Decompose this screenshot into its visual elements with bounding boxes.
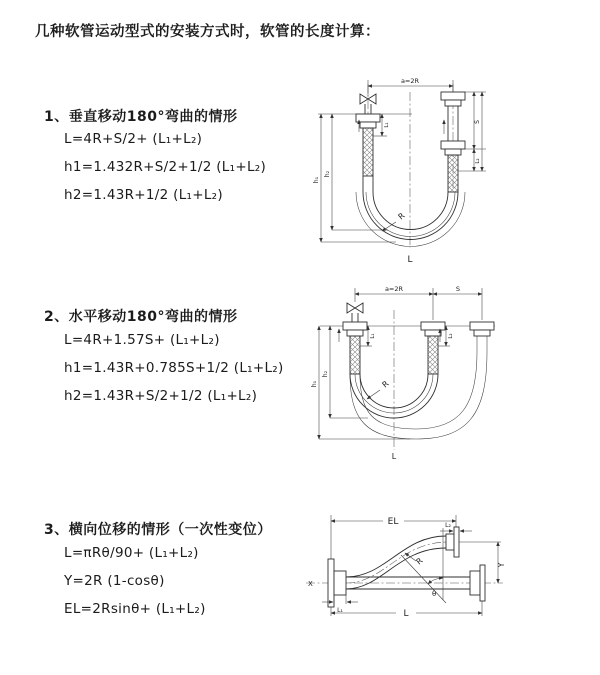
diagram-horizontal-180-svg [310, 282, 595, 472]
hose-loop-pos2 [350, 352, 487, 439]
dim-label-l2: L₂ [475, 158, 481, 164]
formula-line: L=4R+S/2+ (L₁+L₂) [64, 131, 203, 147]
formula-line: h1=1.43R+0.785S+1/2 (L₁+L₂) [64, 360, 284, 376]
diagram-horizontal-180 [310, 282, 595, 472]
dim-label-h1: h₁ [311, 380, 318, 388]
formula-line: h2=1.43R+1/2 (L₁+L₂) [64, 187, 223, 203]
section-1-heading: 1、垂直移动180°弯曲的情形 [44, 109, 238, 125]
radius-label: R [396, 211, 407, 222]
length-label: L [391, 452, 397, 461]
hose-end-middle [421, 322, 445, 374]
section-3-formulas [64, 545, 206, 629]
dim-label-h1: h₁ [313, 176, 320, 184]
hose-end-displaced [470, 322, 494, 352]
section-1-formulas [64, 131, 266, 215]
dim-label-l2: L₂ [445, 522, 451, 529]
hose-curve [346, 536, 448, 589]
formula-line: Y=2R (1-cosθ) [64, 573, 165, 589]
formula-line: h2=1.43R+S/2+1/2 (L₁+L₂) [64, 388, 258, 404]
valve-icon [347, 303, 363, 322]
formula-line: L=πRθ/90+ (L₁+L₂) [64, 545, 199, 561]
formula-line: L=4R+1.57S+ (L₁+L₂) [64, 332, 220, 348]
dim-label-l1: L₁ [337, 607, 343, 614]
document-title: 几种软管运动型式的安装方式时，软管的长度计算： [35, 24, 380, 40]
length-label: L [407, 255, 413, 265]
section-2-formulas [64, 332, 284, 416]
dim-label-a2r: a=2R [400, 77, 420, 85]
formula-line: h1=1.432R+S/2+1/2 (L₁+L₂) [64, 159, 267, 175]
hose-end-left [343, 322, 367, 374]
dim-label-s: S [474, 120, 481, 124]
diagram-lateral-displacement [298, 503, 598, 643]
radius-label: R [414, 556, 425, 567]
dim-label-el: EL [387, 517, 399, 527]
dim-label-l1: L₁ [384, 122, 390, 128]
angle-label: θ [432, 590, 437, 598]
dim-label-y: Y [497, 562, 506, 568]
flange-left [328, 559, 346, 607]
dim-label-l1: L₁ [370, 333, 376, 339]
length-label: L [403, 609, 409, 619]
flange-right [470, 565, 485, 601]
dim-label-l2: L₂ [448, 333, 454, 339]
diagram-vertical-180-svg [312, 70, 592, 265]
formula-line: EL=2Rsinθ+ (L₁+L₂) [64, 601, 206, 617]
section-3-heading: 3、横向位移的情形（一次性变位） [44, 522, 272, 538]
diagram-vertical-180 [312, 70, 592, 265]
section-2-heading: 2、水平移动180°弯曲的情形 [44, 309, 238, 325]
dim-label-h2: h₂ [322, 370, 329, 378]
radius-label: R [380, 379, 391, 390]
axis-mark: X [308, 580, 313, 588]
hose-end-left [356, 114, 380, 192]
flange-displaced [446, 527, 459, 557]
dim-label-s: S [455, 285, 461, 293]
hose-loop [356, 192, 465, 247]
dim-label-a2r: a=2R [384, 285, 404, 293]
diagram-lateral-svg [298, 503, 598, 643]
dim-label-h2: h₂ [324, 170, 331, 178]
